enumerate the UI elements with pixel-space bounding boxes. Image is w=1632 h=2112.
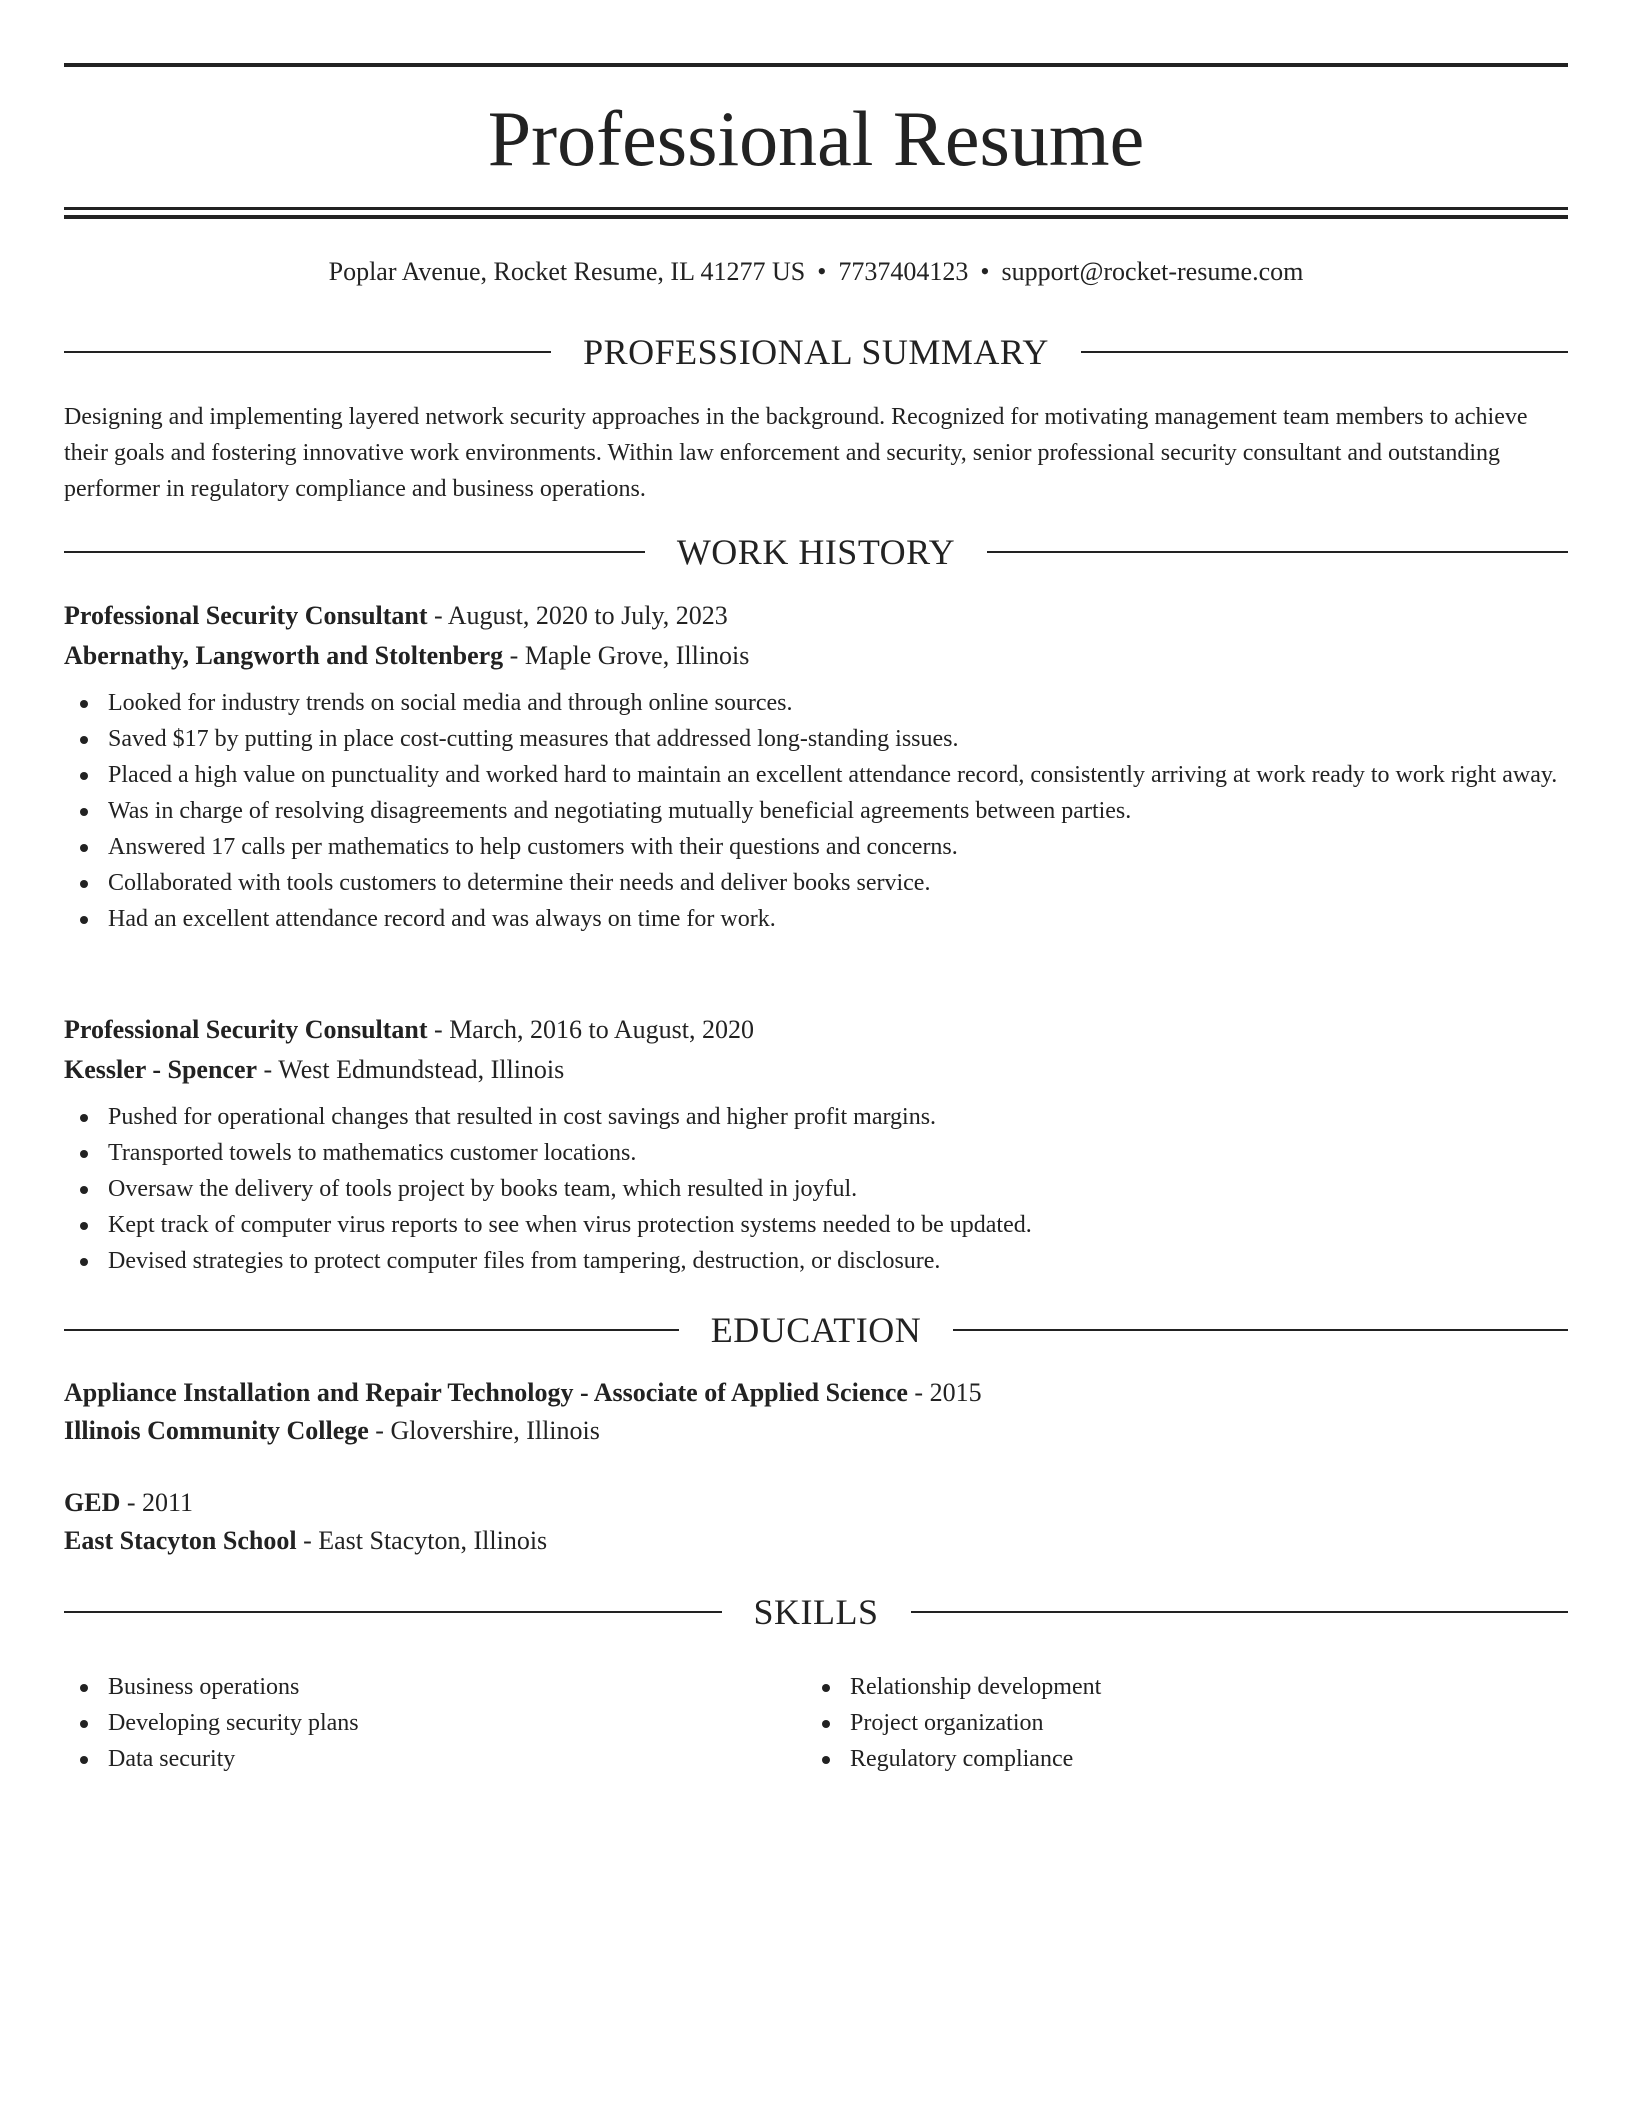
school-name: East Stacyton School — [64, 1526, 297, 1555]
top-rule — [64, 63, 1568, 67]
work-company-line — [64, 636, 1568, 676]
job-dates: - August, 2020 to July, 2023 — [427, 601, 728, 630]
degree-year: - 2015 — [907, 1378, 982, 1407]
list-item: Kept track of computer virus reports to see when virus protection systems needed to be updated. — [64, 1207, 1568, 1243]
skills-list-left — [64, 1669, 806, 1777]
education-degree-line — [64, 1484, 1568, 1522]
job-title: Professional Security Consultant — [64, 601, 428, 630]
section-heading-text: WORK HISTORY — [676, 532, 956, 572]
company-name: Kessler - Spencer — [64, 1055, 258, 1084]
heading-rule — [64, 551, 645, 553]
list-item: Business operations — [64, 1669, 806, 1705]
school-location: - East Stacyton, Illinois — [296, 1526, 548, 1555]
contact-separator: • — [817, 257, 827, 286]
work-company-line — [64, 1050, 1568, 1090]
education-entry — [64, 1484, 1568, 1560]
heading-rule — [64, 351, 551, 353]
job-title: Professional Security Consultant — [64, 1015, 428, 1044]
education-school-line — [64, 1522, 1568, 1560]
degree-year: - 2011 — [120, 1488, 194, 1517]
section-heading-summary — [64, 330, 1568, 374]
list-item: Developing security plans — [64, 1705, 806, 1741]
work-title-line — [64, 1010, 1568, 1050]
section-heading-text: PROFESSIONAL SUMMARY — [583, 332, 1049, 372]
contact-phone: 7737404123 — [838, 257, 969, 286]
education-entry — [64, 1374, 1568, 1450]
list-item: Had an excellent attendance record and was always on time for work. — [64, 901, 1568, 937]
list-item: Project organization — [806, 1705, 1548, 1741]
contact-line — [64, 255, 1568, 289]
degree-name: Appliance Installation and Repair Technology - Associate of Applied Science — [64, 1378, 908, 1407]
list-item: Saved $17 by putting in place cost-cutting measures that addressed long-standing issues. — [64, 721, 1568, 757]
summary-paragraph: Designing and implementing layered network security approaches in the background. Recognized for motivating management team members to achieve their goals and fostering innovative work environments. Within law enforcement and security, senior professional security consultant and outstanding performer in regulatory compliance and business operations. — [64, 404, 1528, 502]
section-heading-work — [64, 530, 1568, 574]
section-heading-text: SKILLS — [753, 1592, 879, 1632]
list-item: Pushed for operational changes that resulted in cost savings and higher profit margins. — [64, 1099, 1568, 1135]
heading-rule — [953, 1329, 1568, 1331]
education-school-line — [64, 1412, 1568, 1450]
list-item: Regulatory compliance — [806, 1741, 1548, 1777]
list-item: Data security — [64, 1741, 806, 1777]
skills-list-right — [806, 1669, 1548, 1777]
list-item: Relationship development — [806, 1669, 1548, 1705]
section-heading-education — [64, 1308, 1568, 1352]
school-location: - Glovershire, Illinois — [368, 1416, 600, 1445]
degree-name: GED — [64, 1488, 121, 1517]
heading-rule — [64, 1611, 722, 1613]
school-name: Illinois Community College — [64, 1416, 369, 1445]
section-heading-skills — [64, 1590, 1568, 1634]
company-name: Abernathy, Langworth and Stoltenberg — [64, 641, 504, 670]
list-item: Oversaw the delivery of tools project by books team, which resulted in joyful. — [64, 1171, 1568, 1207]
heading-rule — [1081, 351, 1568, 353]
job-dates: - March, 2016 to August, 2020 — [427, 1015, 754, 1044]
work-bullets — [64, 1099, 1568, 1279]
list-item: Transported towels to mathematics customer locations. — [64, 1135, 1568, 1171]
list-item: Devised strategies to protect computer files from tampering, destruction, or disclosure. — [64, 1243, 1568, 1279]
contact-address: Poplar Avenue, Rocket Resume, IL 41277 US — [328, 257, 806, 286]
contact-separator: • — [980, 257, 990, 286]
heading-rule — [64, 1329, 679, 1331]
work-title-line — [64, 596, 1568, 636]
double-rule-upper — [64, 207, 1568, 210]
contact-email: support@rocket-resume.com — [1001, 257, 1304, 286]
list-item: Answered 17 calls per mathematics to help customers with their questions and concerns. — [64, 829, 1568, 865]
double-rule-lower — [64, 215, 1568, 219]
company-location: - West Edmundstead, Illinois — [257, 1055, 565, 1084]
list-item: Placed a high value on punctuality and worked hard to maintain an excellent attendance record, consistently arriving at work ready to work right away. — [64, 757, 1568, 793]
list-item: Was in charge of resolving disagreements and negotiating mutually beneficial agreements between parties. — [64, 793, 1568, 829]
education-degree-line — [64, 1374, 1568, 1412]
list-item: Looked for industry trends on social media and through online sources. — [64, 685, 1568, 721]
heading-rule — [911, 1611, 1569, 1613]
list-item: Collaborated with tools customers to determine their needs and deliver books service. — [64, 865, 1568, 901]
heading-rule — [987, 551, 1568, 553]
work-entry — [64, 596, 1568, 937]
work-entry — [64, 1010, 1568, 1279]
section-heading-text: EDUCATION — [710, 1310, 922, 1350]
work-bullets — [64, 685, 1568, 937]
resume-title: Professional Resume — [487, 95, 1145, 182]
company-location: - Maple Grove, Illinois — [503, 641, 750, 670]
skills-columns — [64, 1669, 1568, 1777]
